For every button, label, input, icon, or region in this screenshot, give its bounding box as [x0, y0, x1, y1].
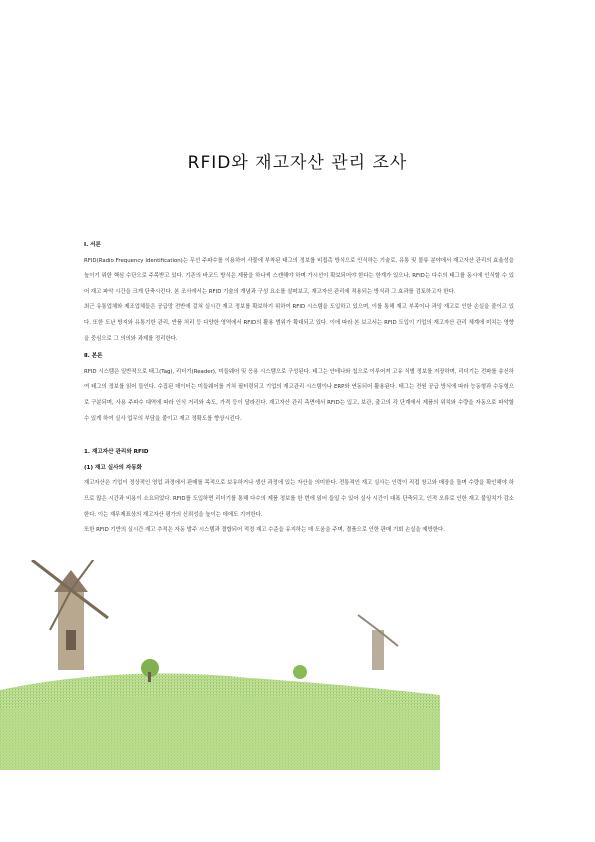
windmill-icon [32, 560, 108, 670]
paragraph: 또한 RFID 기반의 실시간 재고 추적은 자동 발주 시스템과 결합되어 적정 재고 수준을 유지하는 데 도움을 주며, 결품으로 인한 판매 기회 손실을 예방한다. [84, 527, 445, 534]
section-intro [84, 238, 514, 347]
paragraph: 최근 유통업체와 제조업체들은 공급망 전반에 걸쳐 실시간 재고 정보를 확보하기 위하여 RFID 시스템을 도입하고 있으며, 이를 통해 재고 부족이나 과잉 재고로 인한 손실을 줄이고 있다. 또한 도난 방지와 유통기한 관리, 반품 처리 등 다양한 영역에서 RFID의 활용 범위가 확대되고 있다. 이에 따라 본 보고서는 RFID 도입이 기업의 재고자산 관리 체계에 미치는 영향을 중심으로 그 의의와 과제를 정리한다. [84, 304, 514, 342]
document-title: RFID와 재고자산 관리 조사 [187, 153, 408, 173]
section-heading: Ⅱ. 본론 [84, 353, 103, 360]
section-inventory [84, 445, 514, 539]
document-body [84, 236, 514, 539]
subsection-heading: (1) 재고 실사의 자동화 [84, 464, 143, 471]
paragraph: RFID 시스템은 일반적으로 태그(Tag), 리더기(Reader), 미들웨어 및 응용 시스템으로 구성된다. 태그는 안테나와 칩으로 이루어져 고유 식별 정보를 저장하며, 리더기는 전파를 송신하여 태그의 정보를 읽어 들인다. 수집된 데이터는 미들웨어를 거쳐 필터링되고 기업의 재고관리 시스템이나 ERP와 연동되어 활용된다. 태그는 전원 공급 방식에 따라 능동형과 수동형으로 구분되며, 사용 주파수 대역에 따라 인식 거리와 속도, 가격 등이 달라진다. 재고자산 관리 측면에서 RFID는 입고, 보관, 출고의 각 단계에서 제품의 위치와 수량을 자동으로 파악할 수 있게 하여 실사 업무의 부담을 줄이고 재고 정확도를 향상시킨다. [84, 368, 514, 422]
paragraph: RFID(Radio Frequency Identification)는 무선 주파수를 이용하여 사물에 부착된 태그의 정보를 비접촉 방식으로 인식하는 기술로, 유통 및 물류 분야에서 재고자산 관리의 효율성을 높이기 위한 핵심 수단으로 주목받고 있다. 기존의 바코드 방식은 제품을 하나씩 스캔해야 하며 가시선이 확보되어야 한다는 한계가 있으나, RFID는 다수의 태그를 동시에 인식할 수 있어 재고 파악 시간을 크게 단축시킨다. 본 조사에서는 RFID 기술의 개념과 구성 요소를 살펴보고, 재고자산 관리에 적용되는 방식과 그 효과를 검토하고자 한다. [84, 257, 514, 295]
green-hill-back [0, 695, 440, 770]
landscape-illustration [0, 560, 440, 770]
section-heading: 1. 재고자산 관리와 RFID [84, 449, 149, 456]
paragraph: 재고자산은 기업이 정상적인 영업 과정에서 판매를 목적으로 보유하거나 생산 과정에 있는 자산을 의미한다. 전통적인 재고 실사는 인력이 직접 창고와 매장을 돌며 수량을 확인해야 하므로 많은 시간과 비용이 소요되었다. RFID를 도입하면 리더기를 통해 다수의 제품 정보를 한 번에 읽어 들일 수 있어 실사 시간이 대폭 단축되고, 인적 오류로 인한 재고 불일치가 감소한다. 이는 재무제표상의 재고자산 평가의 신뢰성을 높이는 데에도 기여한다. [84, 480, 514, 518]
section-main [84, 349, 514, 427]
section-heading: Ⅰ. 서론 [84, 242, 101, 248]
small-windmill-icon [358, 615, 398, 670]
